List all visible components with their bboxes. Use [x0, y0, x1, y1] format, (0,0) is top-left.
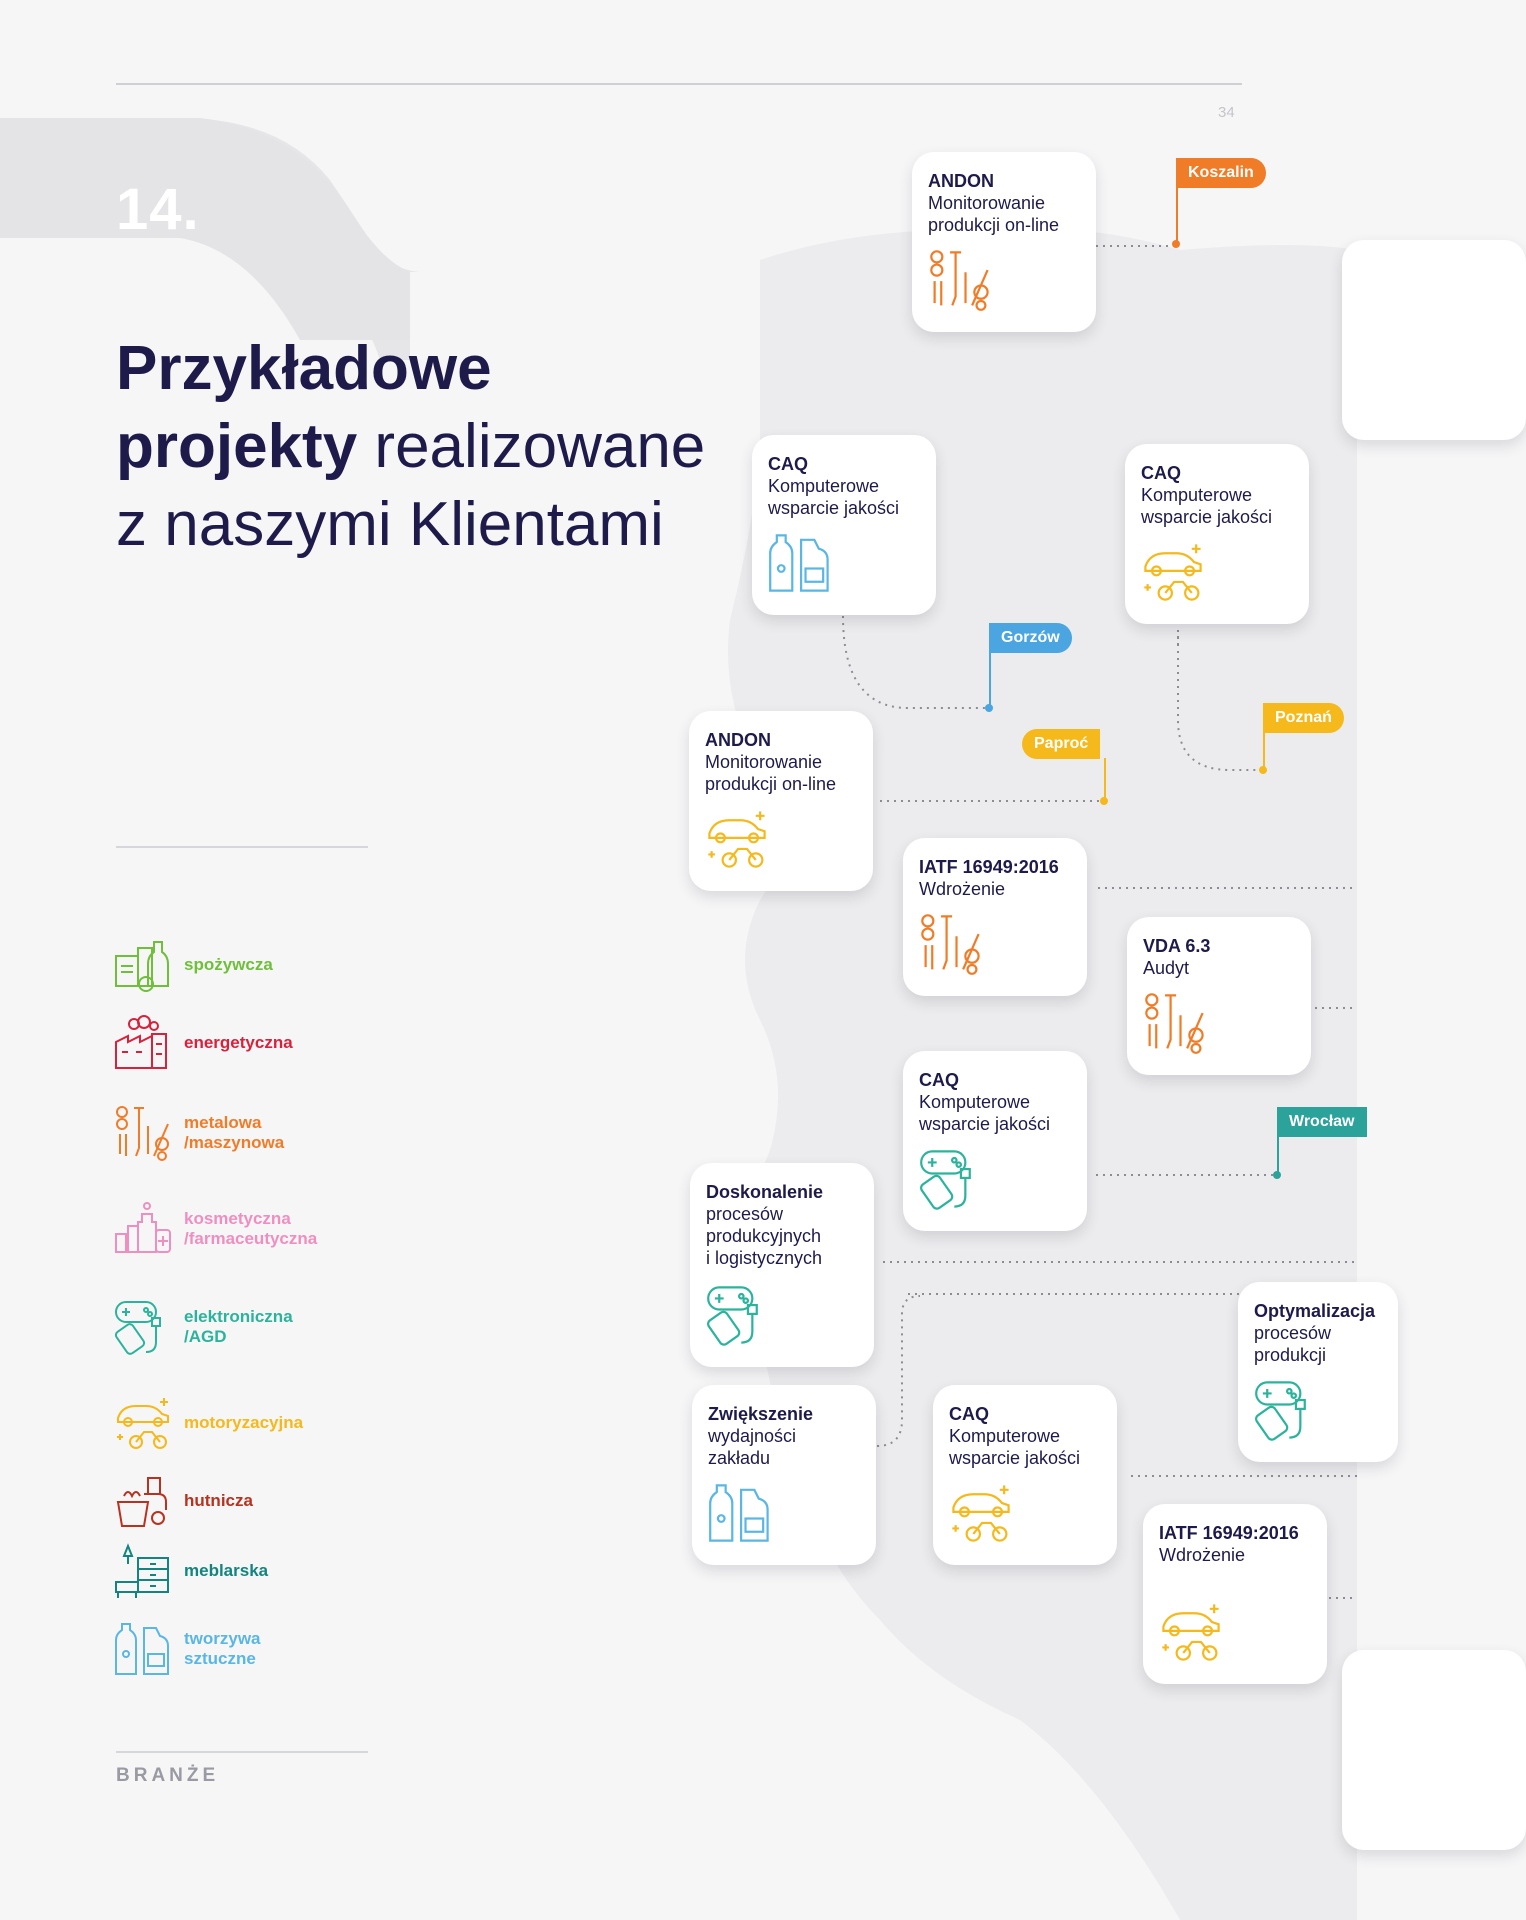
card-description: Komputerowe wsparcie jakości — [919, 1092, 1051, 1134]
project-card — [690, 1163, 874, 1367]
card-description: procesów produkcji — [1254, 1323, 1332, 1365]
legend-label: meblarska — [184, 1561, 269, 1580]
card-description: Audyt — [1143, 958, 1190, 978]
city-label-koszalin: Koszalin — [1176, 158, 1266, 188]
card-description: Wdrożenie — [1159, 1545, 1246, 1565]
title-bold-1: Przykładowe — [116, 334, 492, 403]
card-description: Komputerowe wsparcie jakości — [1141, 485, 1273, 527]
project-card — [752, 435, 936, 615]
electronics-icon — [1254, 1378, 1318, 1442]
project-card — [1143, 1504, 1327, 1684]
card-description: Komputerowe wsparcie jakości — [768, 476, 900, 518]
card-title: CAQ — [768, 454, 808, 474]
project-card — [692, 1385, 876, 1565]
screws-icon — [919, 912, 983, 976]
gorzow-pin-line — [989, 652, 991, 708]
legend-label: kosmetyczna /farmaceutyczna — [184, 1209, 318, 1248]
city-label-gorzow: Gorzów — [989, 623, 1072, 653]
card-description: Wdrożenie — [919, 879, 1006, 899]
car-icon — [949, 1481, 1013, 1545]
legend-label: energetyczna — [184, 1033, 293, 1052]
car-icon — [1141, 540, 1205, 604]
legend-label: hutnicza — [184, 1491, 253, 1510]
title-line-3: z naszymi Klientami — [116, 490, 664, 559]
card-description: Monitorowanie produkcji on-line — [705, 752, 837, 794]
poznan-pin-dot — [1259, 766, 1267, 774]
electronics-icon — [919, 1147, 983, 1211]
plastics-icon — [708, 1481, 772, 1545]
car-icon — [1159, 1600, 1223, 1664]
page-number: 34 — [1218, 104, 1235, 121]
legend-label: tworzywa sztuczne — [184, 1629, 261, 1668]
screws-icon — [928, 248, 992, 312]
legend-label: motoryzacyjna — [184, 1413, 304, 1432]
edge-card — [1342, 1650, 1526, 1850]
edge-card — [1342, 240, 1526, 440]
poznan-pin-line — [1263, 732, 1265, 770]
title-regular-2: realizowane — [357, 412, 706, 481]
project-card — [689, 711, 873, 891]
koszalin-pin-dot — [1172, 240, 1180, 248]
card-title: CAQ — [949, 1404, 989, 1424]
car-icon — [705, 807, 769, 871]
legend-label: metalowa /maszynowa — [184, 1113, 285, 1152]
wroclaw-pin-dot — [1273, 1171, 1281, 1179]
card-title: ANDON — [928, 171, 994, 191]
city-label-paproc: Paproć — [1022, 729, 1100, 759]
card-title: CAQ — [1141, 463, 1181, 483]
plastics-icon — [768, 531, 832, 595]
electronics-icon — [706, 1283, 770, 1347]
card-description: Monitorowanie produkcji on-line — [928, 193, 1060, 235]
project-card — [1127, 917, 1311, 1075]
project-card — [1238, 1282, 1398, 1462]
card-title: Doskonalenie — [706, 1182, 824, 1202]
card-description: Komputerowe wsparcie jakości — [949, 1426, 1081, 1468]
card-description: procesów produkcyjnych i logistycznych — [706, 1204, 823, 1268]
city-label-wroclaw: Wrocław — [1277, 1107, 1367, 1137]
card-title: CAQ — [919, 1070, 959, 1090]
legend-label: spożywcza — [184, 955, 273, 974]
card-title: ANDON — [705, 730, 771, 750]
card-title: IATF 16949:2016 — [1159, 1523, 1299, 1543]
gorzow-pin-dot — [985, 704, 993, 712]
section-label-branze: BRANŻE — [116, 1765, 220, 1786]
koszalin-pin-line — [1176, 186, 1178, 246]
city-label-poznan: Poznań — [1263, 703, 1344, 733]
legend-label: elektroniczna /AGD — [184, 1307, 293, 1346]
paproc-pin-dot — [1100, 797, 1108, 805]
wroclaw-pin-line — [1277, 1136, 1279, 1176]
title-bold-2: projekty — [116, 412, 358, 481]
project-card — [912, 152, 1096, 332]
card-title: Optymalizacja — [1254, 1301, 1376, 1321]
card-title: VDA 6.3 — [1143, 936, 1211, 956]
project-card — [903, 838, 1087, 996]
card-title: IATF 16949:2016 — [919, 857, 1059, 877]
card-title: Zwiększenie — [708, 1404, 814, 1424]
chapter-number: 14. — [116, 177, 200, 242]
card-description: wydajności zakładu — [708, 1426, 797, 1468]
screws-icon — [1143, 991, 1207, 1055]
paproc-pin-line — [1104, 758, 1106, 802]
project-card — [1125, 444, 1309, 624]
project-card — [903, 1051, 1087, 1231]
project-card — [933, 1385, 1117, 1565]
